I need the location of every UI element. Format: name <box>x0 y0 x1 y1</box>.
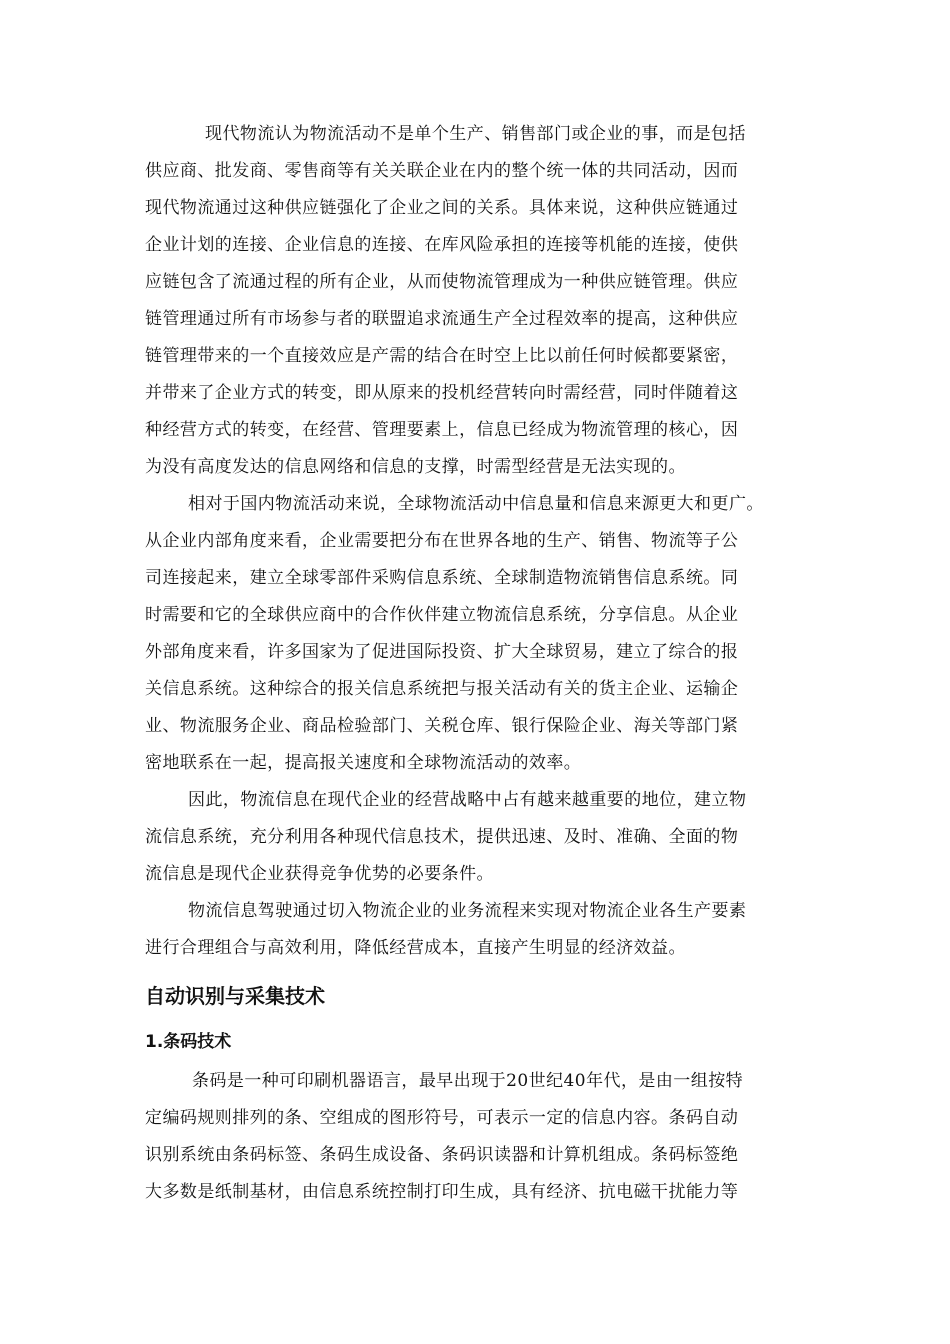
text-line: 链管理通过所有市场参与者的联盟追求流通生产全过程效率的提高，这种供应 <box>145 309 739 329</box>
text-line: 相对于国内物流活动来说，全球物流活动中信息量和信息来源更大和更广。 <box>188 494 764 514</box>
text-line: 链管理带来的一个直接效应是产需的结合在时空上比以前任何时候都要紧密， <box>145 346 739 366</box>
text-line: 进行合理组合与高效利用，降低经营成本，直接产生明显的经济效益。 <box>145 938 686 958</box>
text-line: 条码是一种可印刷机器语言，最早出现于20世纪40年代，是由一组按特 <box>192 1071 744 1091</box>
text-line: 关信息系统。这种综合的报关信息系统把与报关活动有关的货主企业、运输企 <box>145 679 739 699</box>
text-line: 流信息系统，充分利用各种现代信息技术，提供迅速、及时、准确、全面的物 <box>145 827 739 847</box>
text-line: 定编码规则排列的条、空组成的图形符号，可表示一定的信息内容。条码自动 <box>145 1108 739 1128</box>
text-line: 并带来了企业方式的转变，即从原来的投机经营转向时需经营，同时伴随着这 <box>145 383 739 403</box>
text-line: 应链包含了流通过程的所有企业，从而使物流管理成为一种供应链管理。供应 <box>145 272 739 292</box>
text-line: 密地联系在一起，提高报关速度和全球物流活动的效率。 <box>145 753 582 773</box>
text-line: 识别系统由条码标签、条码生成设备、条码识读器和计算机组成。条码标签绝 <box>145 1145 739 1165</box>
text-line: 流信息是现代企业获得竞争优势的必要条件。 <box>145 864 494 884</box>
text-line: 种经营方式的转变，在经营、管理要素上，信息已经成为物流管理的核心，因 <box>145 420 739 440</box>
text-line: 从企业内部角度来看，企业需要把分布在世界各地的生产、销售、物流等子公 <box>145 531 739 551</box>
text-line: 因此，物流信息在现代企业的经营战略中占有越来越重要的地位，建立物 <box>188 790 747 810</box>
text-line: 大多数是纸制基材，由信息系统控制打印生成，具有经济、抗电磁干扰能力等 <box>145 1182 739 1202</box>
section-heading: 自动识别与采集技术 <box>145 984 325 1008</box>
text-line: 业、物流服务企业、商品检验部门、关税仓库、银行保险企业、海关等部门紧 <box>145 716 739 736</box>
text-line: 现代物流认为物流活动不是单个生产、销售部门或企业的事，而是包括 <box>205 124 746 144</box>
text-line: 司连接起来，建立全球零部件采购信息系统、全球制造物流销售信息系统。同 <box>145 568 739 588</box>
text-line: 物流信息驾驶通过切入物流企业的业务流程来实现对物流企业各生产要素 <box>188 901 747 921</box>
text-line: 现代物流通过这种供应链强化了企业之间的关系。具体来说，这种供应链通过 <box>145 198 739 218</box>
text-line: 为没有高度发达的信息网络和信息的支撑，时需型经营是无法实现的。 <box>145 457 686 477</box>
text-line: 供应商、批发商、零售商等有关关联企业在内的整个统一体的共同活动，因而 <box>145 161 739 181</box>
text-line: 外部角度来看，许多国家为了促进国际投资、扩大全球贸易，建立了综合的报 <box>145 642 739 662</box>
subsection-heading: 1.条码技术 <box>145 1032 232 1052</box>
text-line: 企业计划的连接、企业信息的连接、在库风险承担的连接等机能的连接，使供 <box>145 235 739 255</box>
text-line: 时需要和它的全球供应商中的合作伙伴建立物流信息系统，分享信息。从企业 <box>145 605 739 625</box>
